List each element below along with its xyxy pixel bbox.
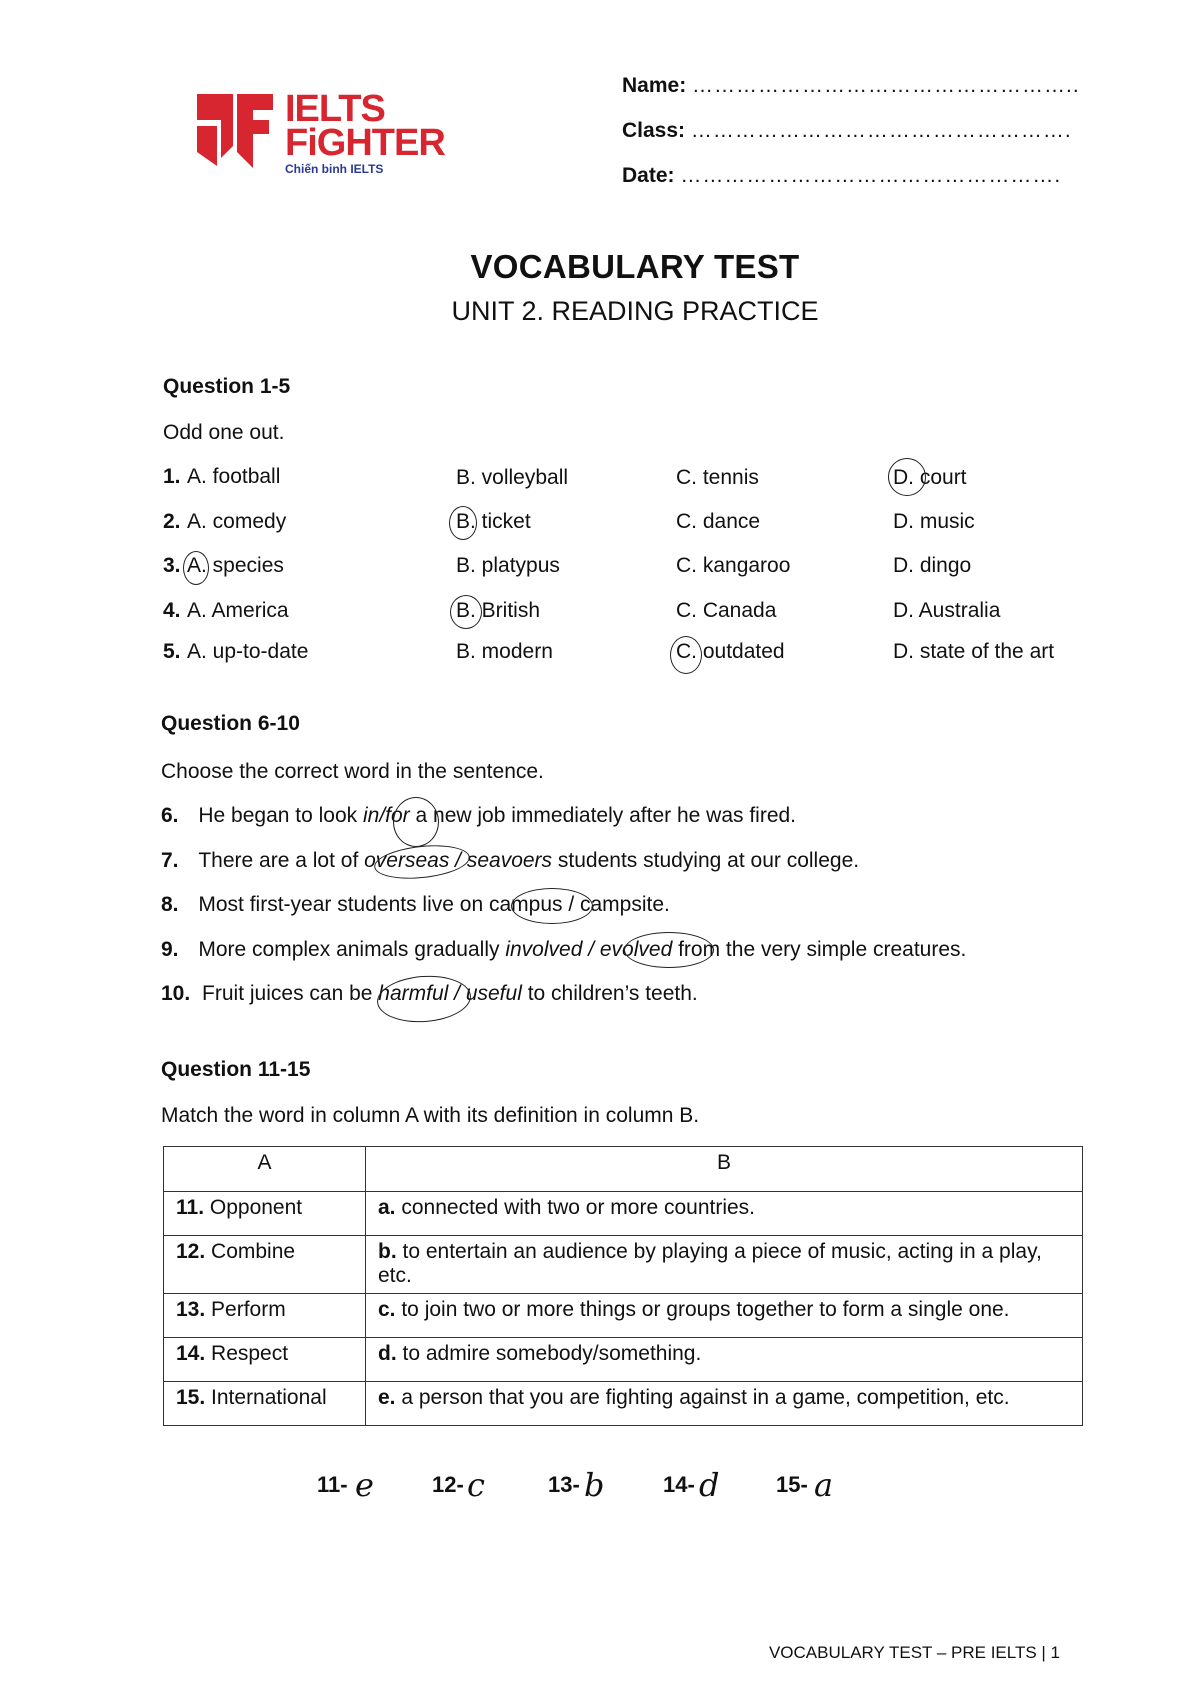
option-a[interactable]: A. America — [187, 599, 289, 622]
date-label: Date: — [622, 164, 675, 187]
definition-cell: e. a person that you are fighting against in a game, competition, etc. — [366, 1382, 1083, 1426]
sentence-8 — [161, 893, 670, 917]
answer-value-12[interactable]: c — [467, 1466, 485, 1504]
option-a[interactable]: A. football — [187, 465, 281, 488]
answer-value-14[interactable]: d — [699, 1466, 720, 1504]
option-b[interactable]: B. modern — [456, 640, 553, 663]
word-cell: 14. Respect — [164, 1338, 366, 1382]
row-number: 3. — [163, 554, 181, 577]
table-row — [164, 1382, 1083, 1426]
option-a[interactable]: A. comedy — [187, 510, 287, 533]
class-field[interactable] — [622, 119, 1072, 143]
sentence-options[interactable]: campus — [488, 893, 563, 916]
answer-circle-3a — [183, 551, 209, 585]
row-number: 5. — [163, 640, 181, 663]
logo-mark-icon — [197, 90, 277, 176]
sentence-text: to children’s teeth. — [521, 982, 698, 1005]
word-cell: 12. Combine — [164, 1236, 366, 1294]
section2-heading: Question 6-10 — [161, 712, 300, 735]
column-a-header: A — [164, 1147, 366, 1192]
sentence-7 — [161, 849, 859, 873]
row-number: 1. — [163, 465, 181, 488]
page-subtitle: UNIT 2. READING PRACTICE — [451, 296, 819, 326]
definition-cell: c. to join two or more things or groups together to form a single one. — [366, 1294, 1083, 1338]
table-row — [164, 1294, 1083, 1338]
name-field[interactable] — [622, 74, 1080, 98]
word-cell: 11. Opponent — [164, 1192, 366, 1236]
word-cell: 15. International — [164, 1382, 366, 1426]
answer-circle-5c — [670, 636, 702, 674]
option-d[interactable]: D. state of the art — [893, 640, 1055, 663]
option-b[interactable]: B. platypus — [456, 554, 560, 577]
sentence-number: 10. — [161, 982, 191, 1005]
sentence-text: from the very simple creatures. — [672, 938, 967, 961]
table-row — [164, 1192, 1083, 1236]
section3-instruction: Match the word in column A with its definition in column B. — [161, 1104, 700, 1127]
date-field[interactable] — [622, 164, 1061, 188]
row-number: 4. — [163, 599, 181, 622]
option-b[interactable]: B. British — [456, 599, 541, 622]
answer-label-14: 14- — [663, 1472, 695, 1497]
option-c[interactable]: C. Canada — [676, 599, 777, 622]
page-title: VOCABULARY TEST — [470, 248, 800, 285]
table-row — [164, 1236, 1083, 1294]
option-d[interactable]: D. music — [893, 510, 975, 533]
option-b[interactable]: B. ticket — [456, 510, 531, 533]
option-c[interactable]: C. dance — [676, 510, 761, 533]
page-footer: VOCABULARY TEST – PRE IELTS | 1 — [768, 1643, 1060, 1662]
name-dots: …………………………………………….. — [692, 74, 1080, 97]
section2-instruction: Choose the correct word in the sentence. — [161, 760, 544, 783]
sentence-text: a new job immediately after he was fired. — [409, 804, 797, 827]
sentence-text: Fruit juices can be — [202, 982, 379, 1005]
answer-circle-7 — [373, 841, 472, 883]
answer-value-11[interactable]: e — [355, 1466, 374, 1504]
section1-instruction: Odd one out. — [163, 421, 285, 444]
answer-circle-8 — [511, 888, 593, 924]
sentence-6 — [161, 804, 796, 828]
definition-cell: a. connected with two or more countries. — [366, 1192, 1083, 1236]
option-c[interactable]: C. tennis — [676, 466, 759, 489]
answer-circle-6 — [393, 797, 439, 847]
option-a[interactable]: A. species — [187, 554, 284, 577]
sentence-text: / campsite. — [562, 893, 670, 916]
sentence-options[interactable]: involved / evolved — [505, 938, 673, 961]
option-d[interactable]: D. dingo — [893, 554, 972, 577]
answer-label-15: 15- — [776, 1472, 808, 1497]
answer-circle-10 — [376, 973, 473, 1025]
sentence-options[interactable]: harmful / useful — [378, 982, 522, 1005]
definition-cell: b. to entertain an audience by playing a piece of music, acting in a play, etc. — [366, 1236, 1083, 1294]
date-dots: ……………………………………………. — [680, 164, 1062, 187]
answer-label-13: 13- — [548, 1472, 580, 1497]
sentence-options[interactable]: overseas / seavoers — [364, 849, 553, 872]
logo-tagline: Chiến binh IELTS — [285, 162, 384, 176]
answer-value-15[interactable]: a — [814, 1466, 834, 1504]
answer-value-13[interactable]: b — [584, 1466, 605, 1504]
sentence-text: There are a lot of — [198, 849, 365, 872]
logo-text-fighter: FiGHTER — [285, 122, 445, 164]
sentence-number: 6. — [161, 804, 179, 827]
definition-cell: d. to admire somebody/something. — [366, 1338, 1083, 1382]
section1-heading: Question 1-5 — [163, 375, 291, 398]
answer-label-11: 11- — [317, 1472, 348, 1497]
sentence-options[interactable]: in/for — [362, 804, 410, 827]
matching-table — [163, 1146, 1083, 1426]
table-row — [164, 1338, 1083, 1382]
answer-label-12: 12- — [432, 1472, 464, 1497]
sentence-text: students studying at our college. — [552, 849, 860, 872]
logo-text-ielts: IELTS — [285, 88, 385, 130]
option-b[interactable]: B. volleyball — [456, 466, 569, 489]
sentence-9 — [161, 938, 966, 962]
option-a[interactable]: A. up-to-date — [187, 640, 309, 663]
sentence-text: More complex animals gradually — [198, 938, 506, 961]
option-d[interactable]: D. Australia — [893, 599, 1001, 622]
table-header-row — [164, 1147, 1083, 1192]
row-number: 2. — [163, 510, 181, 533]
sentence-text: He began to look — [198, 804, 363, 827]
name-label: Name: — [622, 74, 687, 97]
column-b-header: B — [366, 1147, 1083, 1192]
answer-circle-2b — [449, 506, 477, 540]
sentence-number: 7. — [161, 849, 179, 872]
sentence-number: 8. — [161, 893, 179, 916]
option-d[interactable]: D. court — [893, 466, 967, 489]
answer-circle-9 — [624, 932, 714, 968]
class-label: Class: — [622, 119, 686, 142]
class-dots: ……………………………………………. — [690, 119, 1072, 142]
answer-circle-4b — [450, 595, 482, 629]
word-cell: 13. Perform — [164, 1294, 366, 1338]
answer-circle-1d — [888, 458, 926, 496]
sentence-number: 9. — [161, 938, 179, 961]
option-c[interactable]: C. outdated — [676, 640, 785, 663]
sentence-text: Most first-year students live on — [198, 893, 489, 916]
section3-heading: Question 11-15 — [161, 1058, 311, 1081]
ielts-fighter-logo — [197, 90, 457, 180]
option-c[interactable]: C. kangaroo — [676, 554, 791, 577]
